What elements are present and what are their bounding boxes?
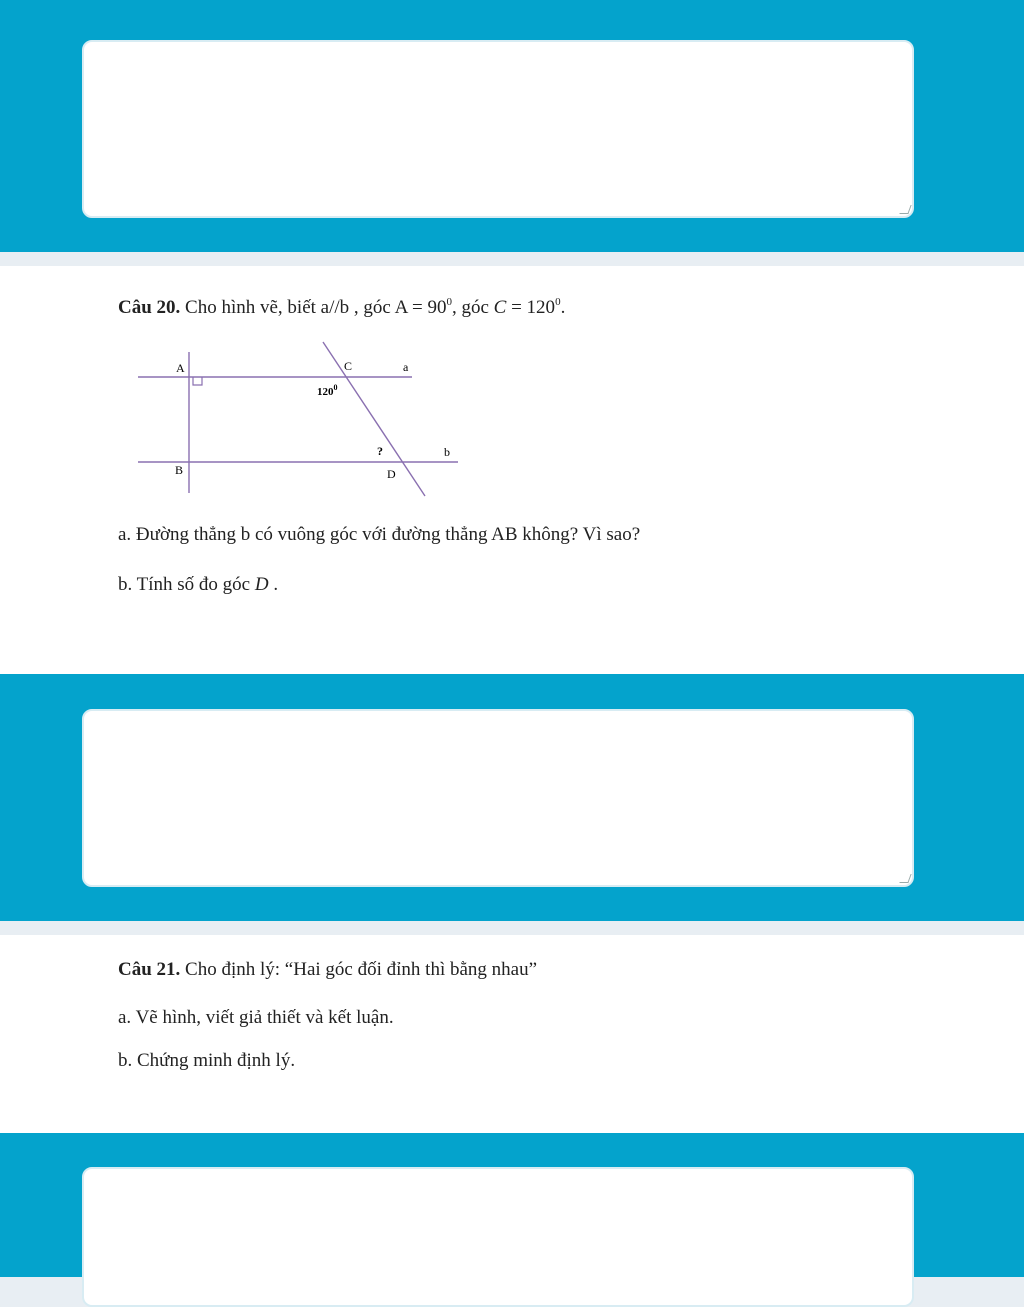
right-angle-mark (193, 377, 202, 385)
angle-120-label: $120^0$ (317, 383, 338, 398)
label-point-d: D (387, 467, 396, 481)
question-card-20 (0, 266, 1024, 674)
question-21-title: Câu 21. Cho định lý: “Hai góc đối đỉnh thì bằng nhau” (118, 959, 538, 980)
answer-band-middle (0, 674, 1024, 921)
label-line-b: b (444, 445, 450, 459)
geometry-figure (130, 338, 470, 508)
answer-band-bottom (0, 1133, 1024, 1277)
question-card-21 (0, 935, 1024, 1133)
resize-grip-icon[interactable] (899, 205, 911, 214)
question-21-part-b: b. Chứng minh định lý. (118, 1050, 296, 1071)
resize-grip-icon[interactable] (899, 874, 911, 883)
answer-band-top (0, 0, 1024, 252)
question-20-part-a: a. Đường thẳng b có vuông góc với đường thẳng AB không? Vì sao? (118, 524, 641, 545)
unknown-angle-label: ? (377, 444, 383, 458)
question-21-part-a: a. Vẽ hình, viết giả thiết và kết luận. (118, 1007, 394, 1028)
answer-textarea-1[interactable] (82, 40, 914, 218)
question-21-label: Câu 21. (118, 959, 181, 980)
question-20-title: Câu 20. Cho hình vẽ, biết a//b , góc $A = 90^0$, góc $C = 120^0$. (118, 296, 566, 318)
answer-textarea-3[interactable] (82, 1167, 914, 1307)
label-point-b: B (175, 463, 184, 477)
label-point-c: C (344, 359, 353, 373)
question-20-part-b: b. Tính số đo góc D . (118, 574, 279, 595)
transversal (323, 342, 425, 496)
question-20-label: Câu 20. (118, 297, 181, 318)
label-line-a: a (403, 360, 409, 374)
label-point-a: A (176, 361, 185, 375)
answer-textarea-2[interactable] (82, 709, 914, 887)
